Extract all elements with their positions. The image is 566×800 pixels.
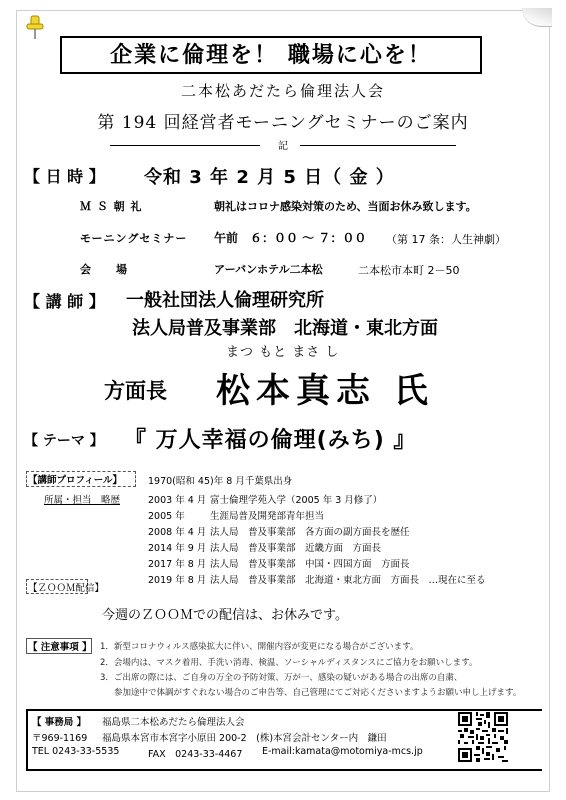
- morning-seminar-time: 午前 ６：００ ～ ７：００: [214, 231, 367, 245]
- theme-title: 『 万人幸福の倫理(みち) 』: [124, 428, 417, 453]
- history-date: 2008 年 4 月: [148, 527, 207, 538]
- history-text: 法人局 普及事業部 近畿方面 方面長: [210, 543, 382, 554]
- theme-label: 【 テーマ 】: [24, 433, 104, 449]
- morning-seminar-label: モーニングセミナー: [80, 232, 188, 245]
- lecturer-org: 一般社団法人倫理研究所: [126, 290, 324, 311]
- seminar-title: 第 194 回経営者モーニングセミナーのご案内: [97, 113, 469, 133]
- morning-seminar-note: （第 17 条：人生神劇）: [386, 233, 506, 246]
- lecturer-name: 松本真志 氏: [216, 371, 434, 411]
- history-date: 2014 年 9 月: [148, 543, 207, 554]
- ms-chorei-value: 朝礼はコロナ感染対策のため、当面お休み致します。: [214, 200, 477, 213]
- zoom-label: 【ＺＯＯＭ配信】: [28, 583, 105, 594]
- venue-address: 二本松市本町 2－50: [358, 264, 460, 277]
- history-date: 2005 年: [148, 511, 185, 522]
- notice-item: 1．新型コロナウィルス感染拡大に伴い、開催内容が変更になる場合がございます。: [100, 642, 419, 652]
- profile-sub-label: 所属・担当 略歴: [44, 495, 121, 506]
- office-fax: FAX 0243-33-4467: [148, 749, 243, 760]
- profile-label: 【講師プロフィール】: [28, 475, 123, 486]
- venue-name: アーバンホテル二本松: [214, 263, 323, 276]
- lecturer-name-ruby: まつ もと まさ し: [226, 345, 340, 360]
- history-text: 生涯局普及開発部青年担当: [210, 511, 325, 522]
- notice-item: 3．ご出席の際には、ご自身の万全の予防対策、万が一、感染の疑いがある場合の出席の自粛、: [100, 673, 463, 683]
- lecturer-department: 法人局普及事業部 北海道・東北方面: [132, 318, 438, 339]
- zoom-message: 今週のＺＯＯＭでの配信は、お休みです。: [102, 608, 348, 623]
- divider-right: [300, 145, 456, 146]
- ms-chorei-label: Ｍ Ｓ 朝 礼: [80, 200, 143, 213]
- office-tel: TEL 0243-33-5535: [32, 746, 120, 757]
- venue-label: 会 場: [80, 263, 128, 276]
- datetime-label: 【 日 時 】: [24, 167, 105, 186]
- history-text: 法人局 普及事業部 北海道・東北方面 方面長 …現在に至る: [210, 575, 486, 586]
- organization-name: 二本松あだたら倫理法人会: [180, 82, 385, 100]
- history-text: 法人局 普及事業部 中国・四国方面 方面長: [210, 559, 410, 570]
- history-date: 2017 年 8 月: [148, 559, 207, 570]
- lecturer-position: 方面長: [104, 379, 167, 403]
- datetime-value: 令和 3 年 2 月 5 日（ 金 ）: [144, 167, 395, 188]
- notice-item: 2．会場内は、マスク着用、手洗い消毒、検温、ソーシャルディスタンスにご協力をお願いします。: [100, 658, 478, 668]
- profile-birth: 1970(昭和 45)年 8 月千葉県出身: [148, 476, 293, 487]
- ki-mark: 記: [278, 141, 288, 152]
- pushpin-icon: [24, 14, 46, 40]
- office-label: 【 事務局 】: [32, 717, 87, 728]
- history-text: 法人局 普及事業部 各方面の副方面長を歴任: [210, 527, 410, 538]
- office-address: 福島県本宮市本宮字小原田 200-2 (株)本宮会計センター内 鎌田: [102, 733, 387, 744]
- office-email[interactable]: E-mail:kamata@motomiya-mcs.jp: [262, 746, 423, 757]
- history-date: 2019 年 8 月: [148, 575, 207, 586]
- lecturer-label: 【 講 師 】: [24, 292, 105, 311]
- history-date: 2003 年 4 月: [148, 495, 207, 506]
- slogan-banner: 企業に倫理を！ 職場に心を！: [60, 36, 482, 74]
- qr-code-icon[interactable]: [458, 712, 508, 762]
- history-text: 富士倫理学苑入学（2005 年 3 月修了）: [210, 495, 383, 506]
- notice-item: 参加途中で体調がすぐれない場合のご申告等、自己管理にてご対応くださいますようお願い申し上げます。: [114, 688, 522, 698]
- notice-label: 【 注意事項 】: [28, 642, 92, 653]
- office-postal: 〒969-1169: [32, 733, 88, 744]
- office-name: 福島県二本松あだたら倫理法人会: [102, 717, 245, 728]
